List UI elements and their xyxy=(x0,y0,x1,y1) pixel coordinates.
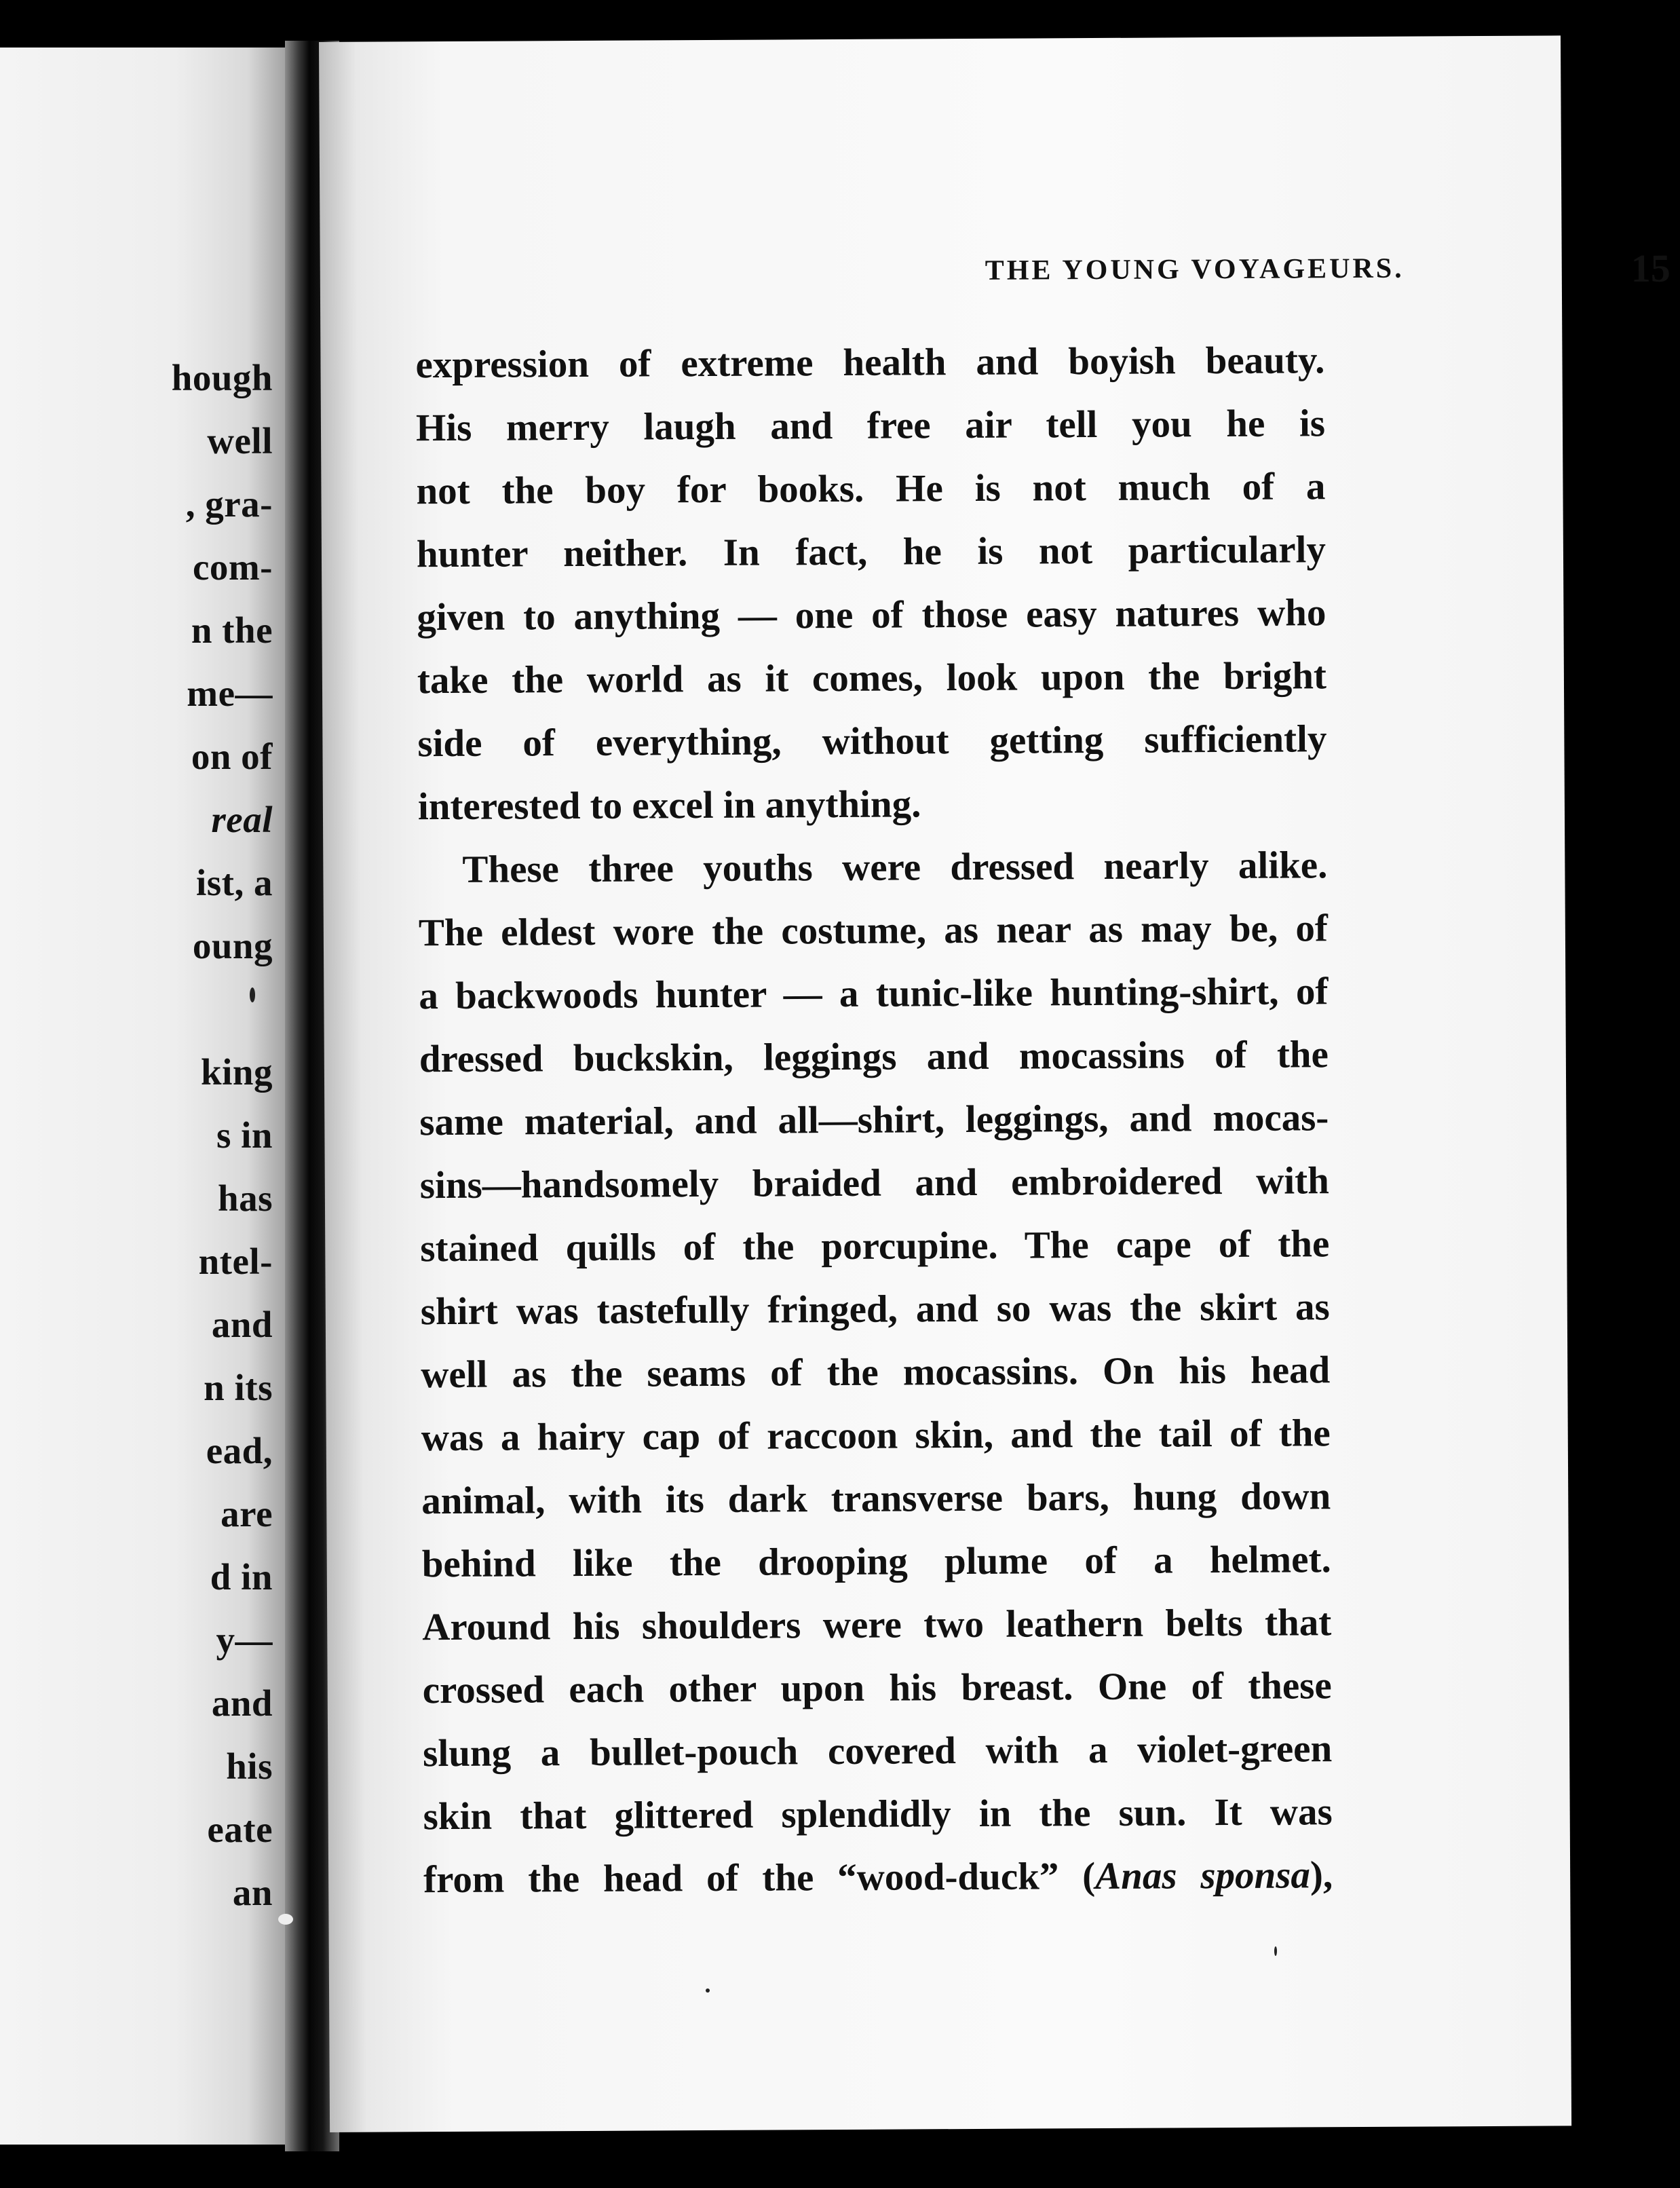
left-line: and xyxy=(211,1304,273,1345)
left-line: and xyxy=(211,1682,273,1724)
body-text xyxy=(415,328,1333,1911)
text-line-final xyxy=(423,1843,1333,1911)
final-line-after: ), xyxy=(1310,1853,1333,1897)
left-line: , gra- xyxy=(185,483,273,525)
text-line: well as the seams of the mocassins. On his head xyxy=(421,1348,1331,1397)
left-line: d in xyxy=(210,1556,273,1598)
left-line: well xyxy=(207,420,273,461)
left-line: oung xyxy=(192,925,273,966)
left-line: eate xyxy=(207,1809,273,1850)
text-line: expression of extreme health and boyish beauty. xyxy=(415,339,1325,387)
left-page-text xyxy=(1,346,273,1924)
text-line: slung a bullet-pouch covered with a violet-green xyxy=(423,1727,1333,1775)
left-line: has xyxy=(218,1177,273,1219)
text-line: The eldest wore the costume, as near as may be, of xyxy=(418,907,1329,955)
left-line: on of xyxy=(191,736,273,777)
scan-speck xyxy=(250,987,255,1002)
text-line: given to anything — one of those easy natures who xyxy=(417,591,1326,639)
text-line: sins—handsomely braided and embroidered with xyxy=(419,1159,1329,1207)
text-line: dressed buckskin, leggings and mocassins of the xyxy=(419,1033,1329,1081)
text-line: These three youths were dressed nearly alike. xyxy=(462,844,1328,891)
left-line: y— xyxy=(216,1619,273,1661)
left-line: hough xyxy=(171,357,273,398)
text-line: skin that glittered splendidly in the sun. It was xyxy=(423,1790,1333,1838)
text-line: a backwoods hunter — a tunic-like hunting-shirt, of xyxy=(419,970,1329,1018)
text-line: take the world as it comes, look upon the bright xyxy=(417,654,1327,702)
text-line: not the boy for books. He is not much of a xyxy=(416,465,1326,513)
left-line: ist, a xyxy=(196,862,273,903)
left-facing-page xyxy=(0,48,292,2145)
left-line: an xyxy=(232,1872,273,1913)
left-line: com- xyxy=(192,546,273,588)
running-title: THE YOUNG VOYAGEURS. xyxy=(985,252,1405,286)
left-line: king xyxy=(201,1051,273,1093)
left-line: n its xyxy=(204,1367,273,1408)
left-line: real xyxy=(211,799,273,840)
text-line: His merry laugh and free air tell you he is xyxy=(415,402,1326,450)
text-line: behind like the drooping plume of a helmet. xyxy=(421,1538,1331,1586)
text-line: was a hairy cap of raccoon skin, and the tail of the xyxy=(421,1412,1331,1460)
running-head xyxy=(673,246,1671,311)
text-line: stained quills of the porcupine. The cape of the xyxy=(420,1222,1330,1270)
text-line: Around his shoulders were two leathern belts that xyxy=(422,1601,1332,1649)
text-line: shirt was tastefully fringed, and so was the skirt as xyxy=(420,1285,1330,1334)
left-line-blank xyxy=(1,977,273,1040)
text-line: interested to excel in anything. xyxy=(417,782,921,829)
left-line: his xyxy=(226,1746,273,1787)
scan-speck xyxy=(1274,1946,1277,1956)
text-line: same material, and all—shirt, leggings, and mocas- xyxy=(419,1096,1329,1144)
text-line: side of everything, without getting sufficiently xyxy=(417,717,1327,766)
scan-speck xyxy=(278,1914,293,1925)
species-name: Anas sponsa xyxy=(1094,1853,1311,1898)
page-number: 15 xyxy=(1630,246,1671,290)
text-line: hunter neither. In fact, he is not particularly xyxy=(416,528,1326,576)
left-line: s in xyxy=(216,1114,273,1156)
text-line: animal, with its dark transverse bars, hung down xyxy=(421,1475,1331,1523)
left-line: ntel- xyxy=(198,1241,273,1282)
final-line-before: from the head of the “wood-duck” ( xyxy=(423,1855,1096,1902)
left-line: n the xyxy=(191,609,273,651)
scan-speck xyxy=(706,1988,710,1993)
right-page xyxy=(319,35,1671,2132)
text-line: crossed each other upon his breast. One of these xyxy=(422,1664,1332,1712)
left-line: ead, xyxy=(206,1430,273,1471)
left-line: are xyxy=(221,1493,273,1534)
left-line: me— xyxy=(187,673,273,714)
